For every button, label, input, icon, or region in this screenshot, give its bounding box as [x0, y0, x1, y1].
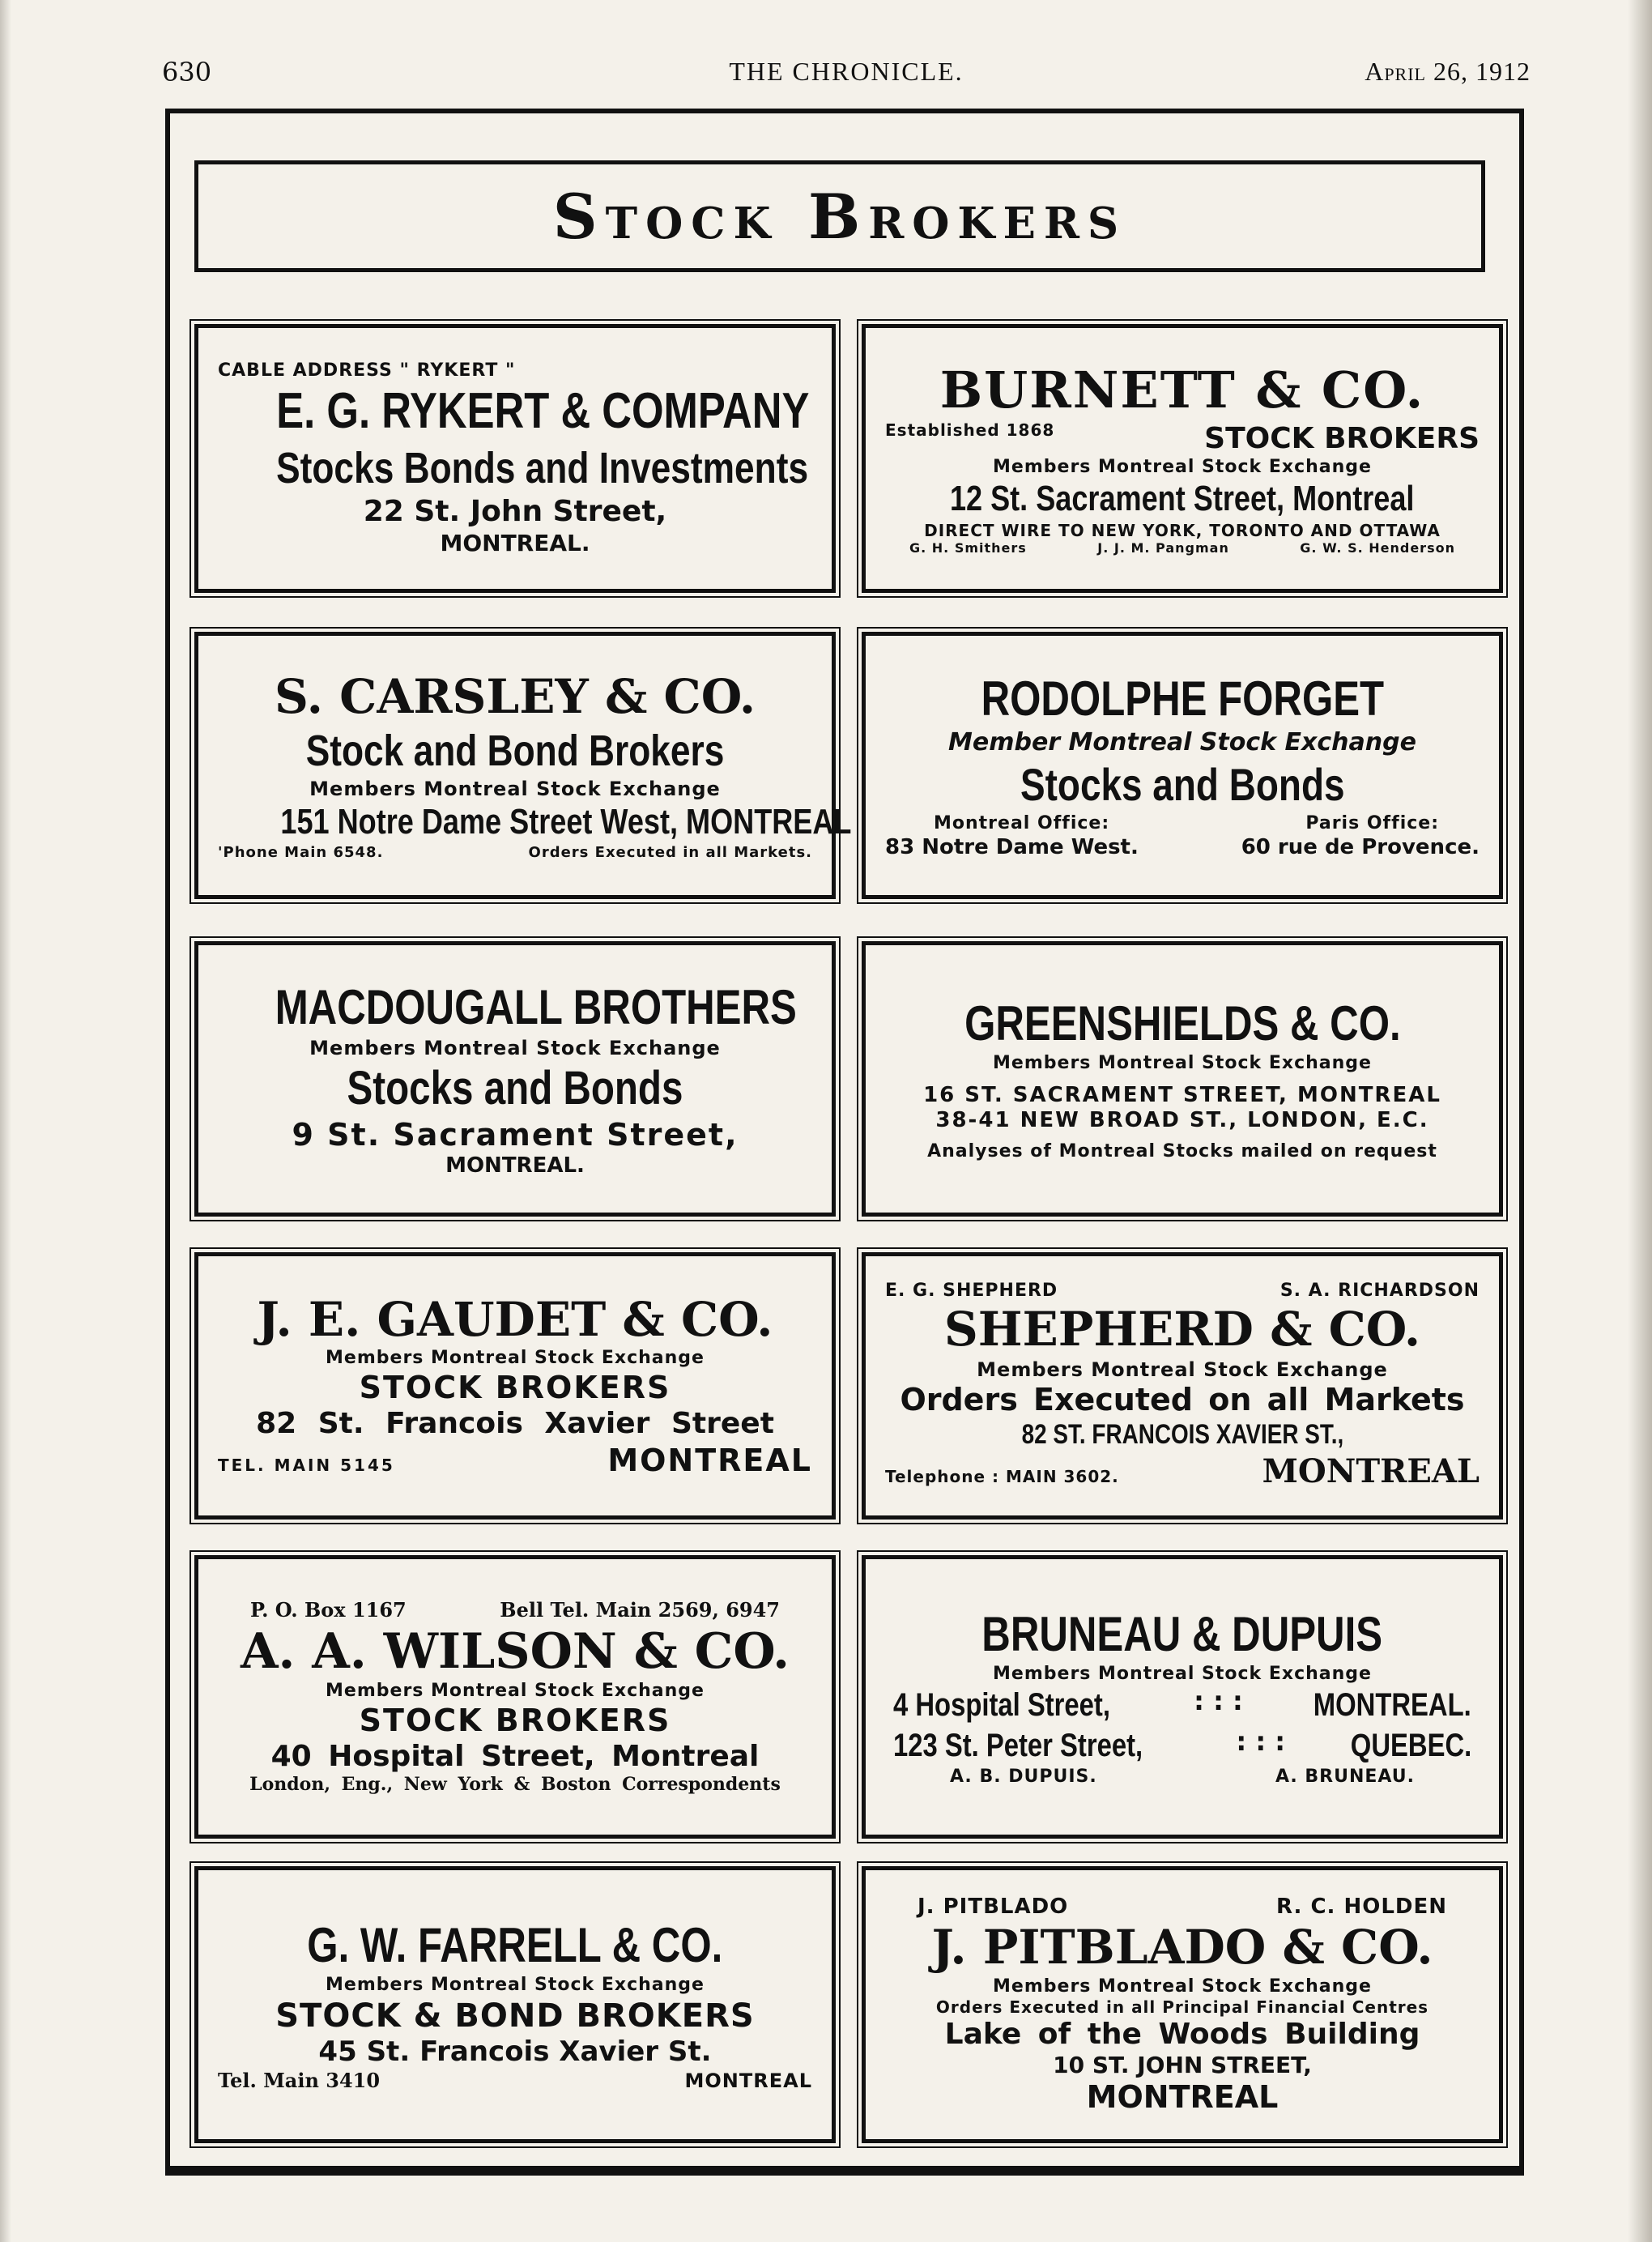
building-name: Lake of the Woods Building	[944, 2018, 1420, 2052]
partner-2: R. C. HOLDEN	[1276, 1894, 1447, 1919]
firm-city: MONTREAL	[607, 1442, 812, 1478]
address-london: 38-41 NEW BROAD ST., LONDON, E.C.	[935, 1108, 1429, 1132]
paris-office-address: 60 rue de Provence.	[1241, 835, 1480, 860]
firm-city: MONTREAL	[1086, 2078, 1279, 2115]
phone: Bell Tel. Main 2569, 6947	[500, 1598, 780, 1622]
firm-address: 10 ST. JOHN STREET,	[1053, 2052, 1312, 2079]
city-2: QUEBEC.	[1350, 1728, 1471, 1764]
publication-title: THE CHRONICLE.	[729, 57, 964, 86]
ad-forget	[862, 632, 1503, 899]
firm-business: Stocks and Bonds	[1020, 759, 1345, 811]
firm-city: MONTREAL.	[440, 529, 590, 556]
orders-note: Orders Executed in all Markets.	[528, 843, 812, 861]
phone: 'Phone Main 6548.	[218, 843, 384, 861]
phone: TEL. MAIN 5145	[218, 1455, 395, 1475]
correspondents: London, Eng., New York & Boston Correspondents	[249, 1774, 781, 1796]
firm-address: 12 St. Sacrament Street, Montreal	[950, 479, 1415, 519]
firm-business: STOCK BROKERS	[359, 1702, 671, 1738]
firm-name: G. W. FARRELL & CO.	[307, 1918, 723, 1973]
firm-business: STOCK BROKERS	[359, 1369, 671, 1405]
page-edge-left	[0, 0, 11, 2242]
firm-address: 9 St. Sacrament Street,	[292, 1116, 739, 1153]
phone: Telephone : MAIN 3602.	[885, 1467, 1119, 1487]
ad-pitblado	[862, 1866, 1503, 2143]
montreal-office-address: 83 Notre Dame West.	[885, 835, 1139, 860]
partner-1: G. H. Smithers	[909, 540, 1027, 556]
firm-address: 45 St. Francois Xavier St.	[318, 2035, 712, 2068]
membership: Member Montreal Stock Exchange	[948, 728, 1416, 757]
membership: Members Montreal Stock Exchange	[977, 1358, 1388, 1381]
address-1: 4 Hospital Street,	[893, 1687, 1110, 1724]
firm-city: MONTREAL.	[445, 1153, 585, 1179]
firm-business: STOCK & BOND BROKERS	[275, 1997, 755, 2035]
ad-farrell	[194, 1866, 836, 2143]
firm-name: J. E. GAUDET & CO.	[257, 1291, 773, 1347]
membership: Members Montreal Stock Exchange	[993, 457, 1372, 478]
ad-bruneau	[862, 1555, 1503, 1839]
running-head	[162, 57, 1531, 97]
separator-2: : : :	[1236, 1726, 1286, 1758]
section-heading-box	[194, 160, 1485, 272]
firm-city: MONTREAL	[1262, 1452, 1480, 1491]
ad-greenshields	[862, 941, 1503, 1217]
membership: Members Montreal Stock Exchange	[993, 1053, 1372, 1074]
established: Established 1868	[885, 420, 1055, 441]
orders-note: Orders Executed on all Markets	[900, 1381, 1465, 1417]
firm-name: MACDOUGALL BROTHERS	[275, 980, 797, 1035]
firm-address: 40 Hospital Street, Montreal	[270, 1740, 760, 1774]
cable-address: CABLE ADDRESS " RYKERT "	[218, 360, 516, 381]
ad-gaudet	[194, 1252, 836, 1520]
membership: Members Montreal Stock Exchange	[993, 1976, 1372, 1997]
phone: Tel. Main 3410	[218, 2068, 381, 2092]
partner-1: J. PITBLADO	[918, 1894, 1069, 1919]
partner-2: S. A. RICHARDSON	[1279, 1280, 1480, 1301]
firm-name: E. G. RYKERT & COMPANY	[276, 383, 810, 440]
address-2: 123 St. Peter Street,	[893, 1728, 1143, 1764]
membership: Members Montreal Stock Exchange	[326, 1348, 705, 1369]
firm-name: SHEPHERD & CO.	[943, 1302, 1421, 1358]
firm-name: S. CARSLEY & CO.	[274, 668, 756, 724]
ad-wilson	[194, 1555, 836, 1839]
firm-name: J. PITBLADO & CO.	[931, 1920, 1433, 1976]
issue-date: April 26, 1912	[1365, 57, 1531, 86]
page-number: 630	[162, 57, 212, 87]
section-title: Stock Brokers	[552, 180, 1127, 253]
bottom-rule	[165, 2171, 1524, 2176]
ad-rykert	[194, 324, 836, 593]
partner-2: J. J. M. Pangman	[1097, 540, 1229, 556]
firm-name: RODOLPHE FORGET	[981, 671, 1384, 727]
firm-city: MONTREAL	[684, 2069, 812, 2092]
firm-address: 151 Notre Dame Street West, MONTREAL	[280, 801, 852, 842]
partner-1: E. G. SHEPHERD	[885, 1280, 1058, 1301]
ad-carsley	[194, 632, 852, 899]
partner-1: A. B. DUPUIS.	[950, 1767, 1097, 1788]
ad-macdougall	[194, 941, 836, 1217]
city-1: MONTREAL.	[1314, 1687, 1471, 1724]
firm-address: 82 St. Francois Xavier Street	[256, 1407, 774, 1441]
paris-office-label: Paris Office:	[1305, 812, 1439, 833]
page-edge-right	[1628, 0, 1652, 2242]
separator-1: : : :	[1194, 1686, 1243, 1717]
membership: Members Montreal Stock Exchange	[326, 1975, 705, 1996]
direct-wire: DIRECT WIRE TO NEW YORK, TORONTO AND OTTAWA	[924, 521, 1441, 541]
firm-name: BURNETT & CO.	[939, 360, 1425, 420]
firm-address: 82 ST. FRANCOIS XAVIER ST.,	[1021, 1419, 1343, 1451]
orders-note: Orders Executed in all Principal Financial Centres	[935, 1997, 1429, 2018]
membership: Members Montreal Stock Exchange	[309, 1037, 721, 1060]
firm-business: Stocks and Bonds	[347, 1062, 683, 1115]
montreal-office-label: Montreal Office:	[934, 812, 1110, 833]
firm-name: BRUNEAU & DUPUIS	[981, 1607, 1383, 1662]
membership: Members Montreal Stock Exchange	[309, 778, 721, 801]
firm-name: GREENSHIELDS & CO.	[964, 996, 1401, 1051]
ad-shepherd	[862, 1252, 1503, 1520]
partner-2: A. BRUNEAU.	[1275, 1767, 1415, 1788]
ad-burnett	[862, 324, 1503, 593]
firm-address: 22 St. John Street,	[363, 495, 667, 529]
firm-tagline: Stocks Bonds and Investments	[276, 443, 809, 492]
address-montreal: 16 ST. SACRAMENT STREET, MONTREAL	[923, 1082, 1441, 1107]
po-box: P. O. Box 1167	[250, 1598, 407, 1622]
partner-3: G. W. S. Henderson	[1300, 540, 1455, 556]
firm-business: STOCK BROKERS	[1204, 422, 1480, 456]
firm-name: A. A. WILSON & CO.	[240, 1623, 790, 1681]
analyses-note: Analyses of Montreal Stocks mailed on request	[927, 1141, 1437, 1162]
membership: Members Montreal Stock Exchange	[326, 1681, 705, 1702]
membership: Members Montreal Stock Exchange	[993, 1664, 1372, 1685]
firm-business: Stock and Bond Brokers	[305, 727, 725, 776]
